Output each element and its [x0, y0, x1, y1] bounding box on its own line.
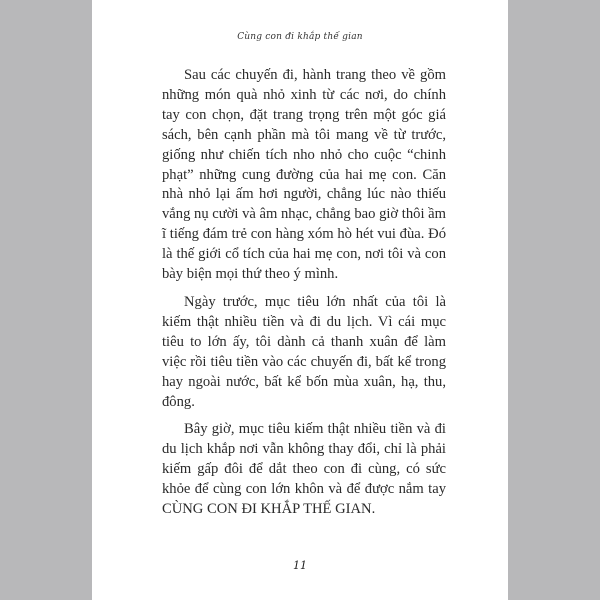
paragraph-2: Ngày trước, mục tiêu lớn nhất của tôi là kiếm thật nhiều tiền và đi du lịch. Vì cái mục tiêu to lớn ấy, tôi dành cả thanh xuân để làm việc rồi tiêu tiền vào các chuyến đi, bất kể trong hay ngoài nước, bất kể bốn mùa xuân, hạ, thu, đông. — [162, 293, 446, 410]
running-header-title: Cùng con đi khắp thế gian — [237, 32, 363, 42]
page-body — [162, 66, 446, 528]
paragraph-1: Sau các chuyến đi, hành trang theo về gồm những món quà nhỏ xinh từ các nơi, do chính tay con chọn, đặt trang trọng trên một góc giá sách, bên cạnh phần mà tôi mang về từ trước, giống như chiến tích nho nhỏ cho cuộc “chinh phạt” những cung đường của hai mẹ con. Căn nhà nhỏ lại ấm hơi người, chẳng lúc nào thiếu vắng nụ cười và âm nhạc, chẳng bao giờ thôi ầm ĩ tiếng đám trẻ con hàng xóm hò hét vui đùa. Đó là thế giới cổ tích của hai mẹ con, nơi tôi và con bày biện mọi thứ theo ý mình. — [162, 67, 446, 283]
book-page — [92, 0, 508, 600]
page-number: 11 — [293, 559, 307, 572]
paragraph-3: Bây giờ, mục tiêu kiếm thật nhiều tiền và đi du lịch khắp nơi vẫn không thay đổi, chỉ là phải kiếm gấp đôi để dắt theo con đi cùng, có sức khỏe để cùng con lớn khôn và để được nắm tay CÙNG CON ĐI KHẮP THẾ GIAN. — [162, 421, 446, 518]
